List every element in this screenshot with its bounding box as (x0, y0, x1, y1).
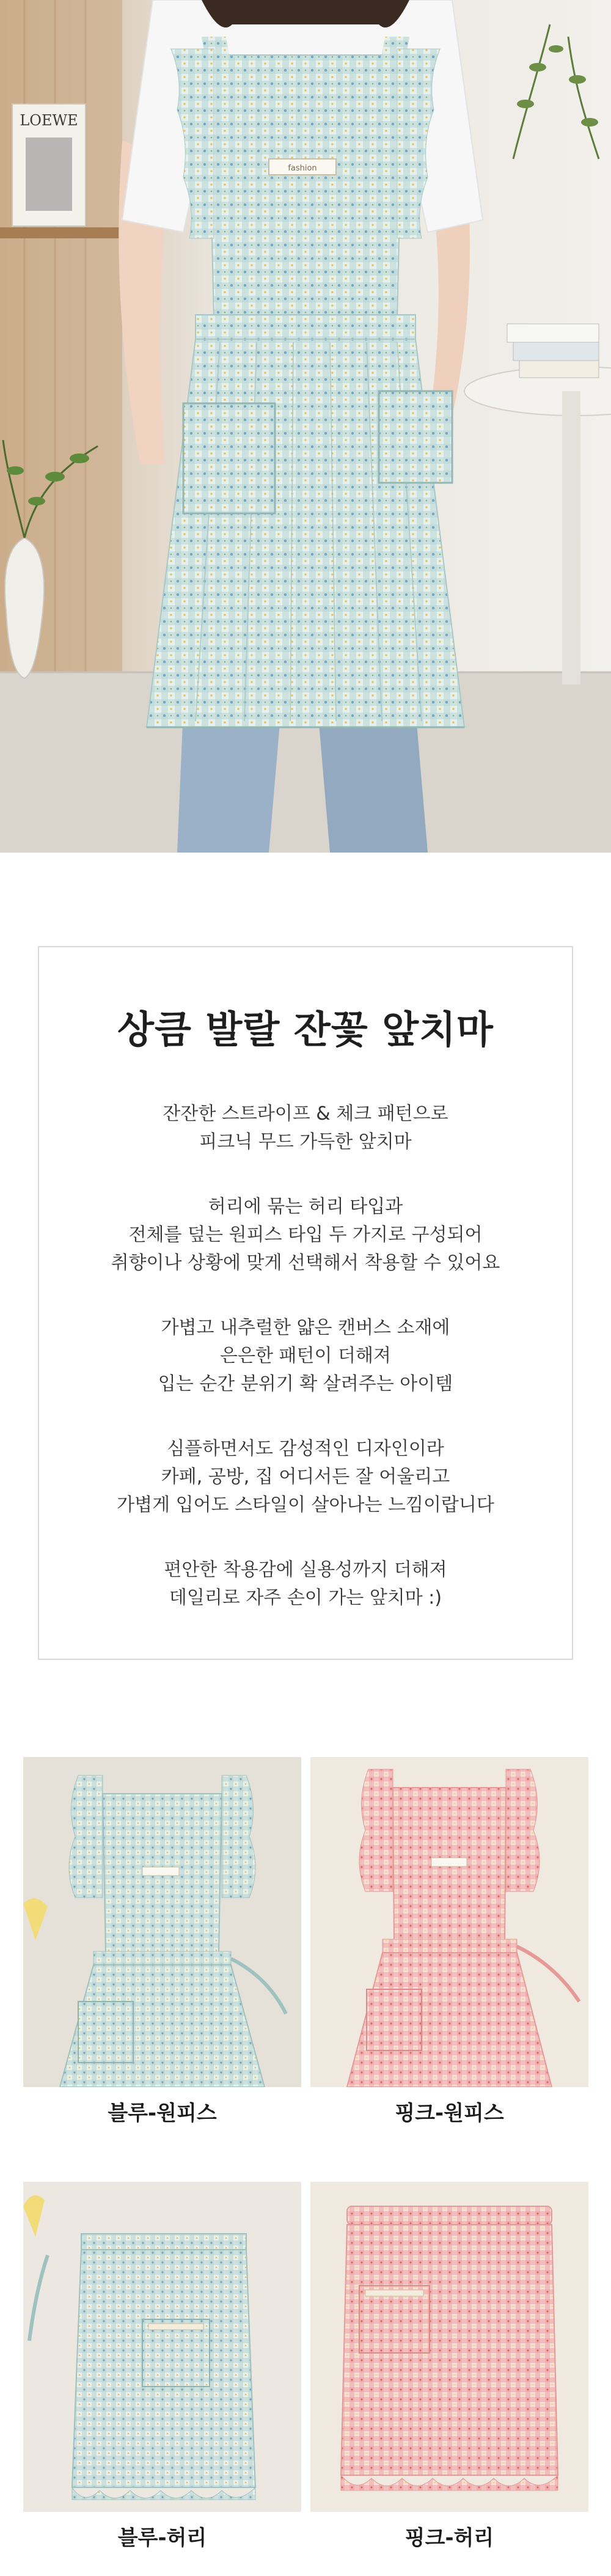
product-label-blue-waist: 블루-허리 (117, 2526, 207, 2550)
description-paragraph (39, 1556, 572, 1612)
description-line: 가볍게 입어도 스타일이 살아나는 느낌이랍니다 (117, 1494, 494, 1516)
description-line: 입는 순간 분위기 확 살려주는 아이템 (158, 1373, 453, 1395)
blue-onepiece-apron-image (23, 1757, 301, 2087)
description-line: 은은한 패턴이 더해져 (220, 1345, 391, 1367)
product-label-blue-onepiece: 블루-원피스 (108, 2101, 217, 2126)
description-paragraph (39, 1100, 572, 1156)
hero-photo (0, 0, 611, 853)
pink-waist-apron-image (310, 2182, 588, 2512)
description-line: 심플하면서도 감성적인 디자인이라 (167, 1438, 444, 1460)
description-line: 피크닉 무드 가득한 앞치마 (199, 1131, 412, 1153)
product-image-blue-onepiece[interactable] (23, 1757, 301, 2087)
product-label-pink-onepiece: 핑크-원피스 (395, 2101, 504, 2126)
model-wearing-apron-image (0, 0, 611, 853)
apron-label-text: fashion (288, 164, 317, 173)
description-line: 잔잔한 스트라이프 & 체크 패턴으로 (163, 1103, 448, 1125)
description-paragraphs (39, 1100, 572, 1612)
product-image-pink-onepiece[interactable] (310, 1757, 588, 2087)
description-line: 편안한 착용감에 실용성까지 더해져 (164, 1559, 447, 1581)
product-image-blue-waist[interactable] (23, 2182, 301, 2512)
description-paragraph (39, 1314, 572, 1398)
description-line: 카페, 공방, 집 어디서든 잘 어울리고 (161, 1466, 450, 1488)
description-paragraph (39, 1435, 572, 1519)
description-card (38, 946, 573, 1660)
blue-waist-apron-image (23, 2182, 301, 2512)
description-line: 가볍고 내추럴한 얇은 캔버스 소재에 (161, 1317, 450, 1339)
pink-onepiece-apron-image (310, 1757, 588, 2087)
product-image-pink-waist[interactable] (310, 2182, 588, 2512)
product-title: 상큼 발랄 잔꽃 앞치마 (117, 1007, 494, 1052)
description-line: 취향이나 상황에 맞게 선택해서 착용할 수 있어요 (111, 1252, 500, 1274)
description-line: 데일리로 자주 손이 가는 앞치마 :) (169, 1587, 442, 1609)
book-cover-text: LOEWE (20, 112, 78, 129)
product-label-pink-waist: 핑크-허리 (404, 2526, 494, 2550)
description-paragraph (39, 1193, 572, 1277)
description-line: 전체를 덮는 원피스 타입 두 가지로 구성되어 (128, 1224, 483, 1246)
description-line: 허리에 묶는 허리 타입과 (208, 1196, 403, 1218)
